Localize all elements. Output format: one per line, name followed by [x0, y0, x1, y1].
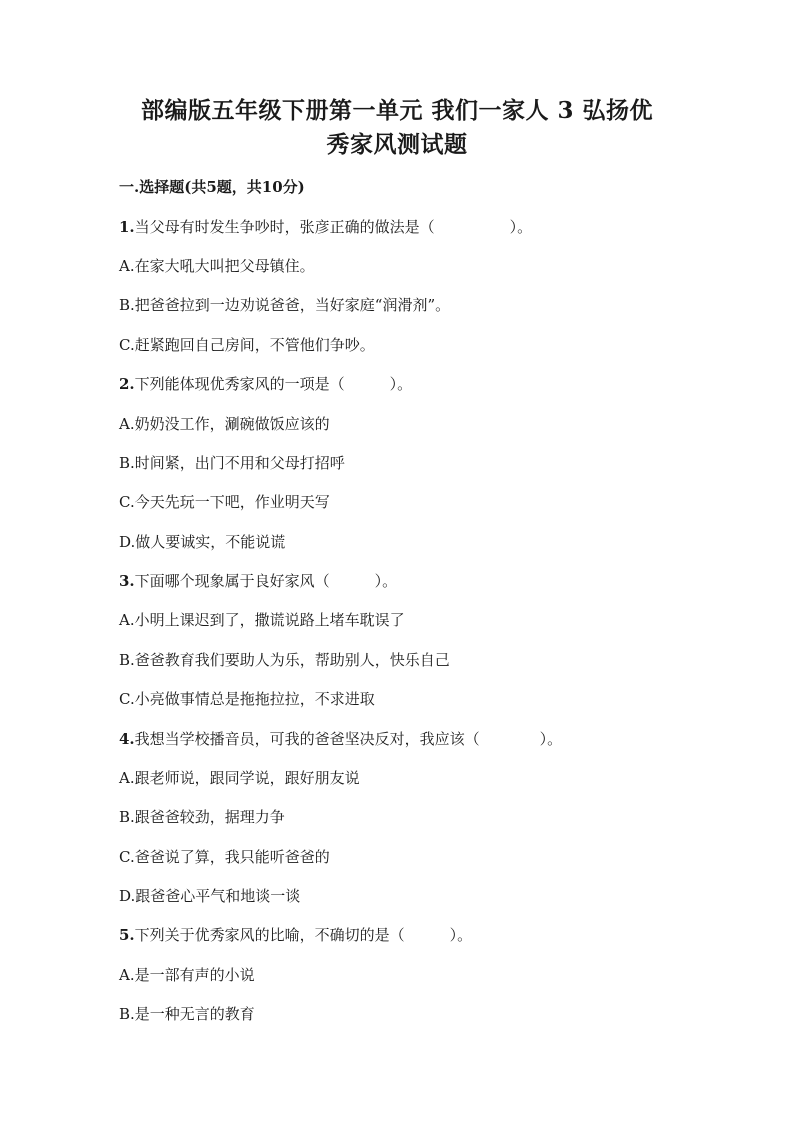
- question-2: [119, 373, 412, 395]
- option-4c: C.爸爸说了算，我只能听爸爸的: [119, 848, 330, 866]
- option-4d: D.跟爸爸心平气和地谈一谈: [119, 887, 301, 905]
- question-number: 4.: [119, 730, 135, 748]
- question-number: 3.: [119, 572, 135, 590]
- question-stem: 下列能体现优秀家风的一项是（ ）。: [134, 375, 413, 393]
- option-2c: C.今天先玩一下吧，作业明天写: [119, 493, 330, 511]
- option-1c: C.赶紧跑回自己房间，不管他们争吵。: [119, 336, 375, 354]
- page-title-line-1: 部编版五年级下册第一单元 我们一家人 3 弘扬优: [140, 97, 654, 124]
- question-stem: 下列关于优秀家风的比喻，不确切的是（ ）。: [134, 926, 473, 944]
- option-5b: B.是一种无言的教育: [119, 1005, 255, 1023]
- option-4a: A.跟老师说，跟同学说，跟好朋友说: [119, 769, 360, 787]
- question-4: [119, 728, 562, 750]
- question-5: [119, 924, 472, 946]
- option-2b: B.时间紧，出门不用和父母打招呼: [119, 454, 345, 472]
- question-number: 1.: [119, 218, 135, 236]
- question-stem: 我想当学校播音员，可我的爸爸坚决反对，我应该（ ）。: [134, 730, 563, 748]
- option-1a: A.在家大吼大叫把父母镇住。: [119, 257, 315, 275]
- option-1b: B.把爸爸拉到一边劝说爸爸，当好家庭“润滑剂”。: [119, 296, 451, 314]
- question-1: [119, 216, 532, 238]
- question-number: 2.: [119, 375, 135, 393]
- section-heading: 一.选择题(共5题，共10分): [119, 178, 305, 196]
- question-number: 5.: [119, 926, 135, 944]
- question-stem: 当父母有时发生争吵时，张彦正确的做法是（ ）。: [134, 218, 533, 236]
- question-3: [119, 570, 397, 592]
- option-3c: C.小亮做事情总是拖拖拉拉，不求进取: [119, 690, 375, 708]
- option-2d: D.做人要诚实，不能说谎: [119, 533, 286, 551]
- option-3a: A.小明上课迟到了，撒谎说路上堵车耽误了: [119, 611, 405, 629]
- option-5a: A.是一部有声的小说: [119, 966, 255, 984]
- option-4b: B.跟爸爸较劲，据理力争: [119, 808, 285, 826]
- option-3b: B.爸爸教育我们要助人为乐，帮助别人，快乐自己: [119, 651, 450, 669]
- question-stem: 下面哪个现象属于良好家风（ ）。: [134, 572, 398, 590]
- option-2a: A.奶奶没工作，涮碗做饭应该的: [119, 415, 330, 433]
- page-title-line-2: 秀家风测试题: [326, 131, 468, 158]
